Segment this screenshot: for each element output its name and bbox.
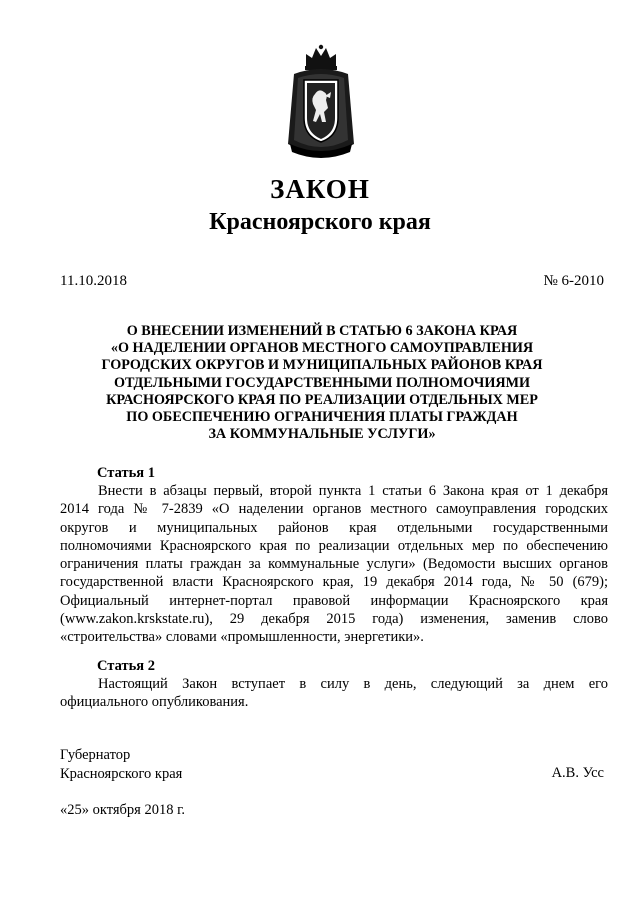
region-heading: Красноярского края xyxy=(209,209,431,235)
article-line: «строительства» словами «промышленности, энергетики». xyxy=(60,629,424,646)
article-line: ограничения платы граждан за коммунальные услуги» (Ведомости высших органов xyxy=(60,556,608,573)
law-number: № 6-2010 xyxy=(543,273,604,289)
article-line: Внести в абзацы первый, второй пункта 1 статьи 6 Закона края от 1 декабря xyxy=(98,483,608,499)
title-line: КРАСНОЯРСКОГО КРАЯ ПО РЕАЛИЗАЦИИ ОТДЕЛЬНЫХ МЕР xyxy=(106,391,538,408)
document-type-heading: ЗАКОН xyxy=(270,174,370,204)
article-2-heading: Статья 2 xyxy=(97,658,155,674)
title-line: О ВНЕСЕНИИ ИЗМЕНЕНИЙ В СТАТЬЮ 6 ЗАКОНА КРАЯ xyxy=(126,323,518,339)
article-line: полномочиями Красноярского края по реализации отдельных мер по обеспечению xyxy=(60,537,608,554)
law-title xyxy=(70,323,574,443)
coat-of-arms-emblem xyxy=(284,44,358,162)
title-line: ЗА КОММУНАЛЬНЫЕ УСЛУГИ» xyxy=(208,426,436,443)
article-line: Настоящий Закон вступает в силу в день, следующий за днем его xyxy=(98,676,608,692)
signer-position-line: Красноярского края xyxy=(60,765,183,782)
article-line: Официальный интернет-портал правовой информации Красноярского края xyxy=(60,592,608,609)
article-line: государственной власти Красноярского края, 19 декабря 2014 года, № 50 (679); xyxy=(60,574,608,591)
signer-name: А.В. Усс xyxy=(551,765,604,781)
article-line: 2014 года № 7-2839 «О наделении органов местного самоуправления городских xyxy=(60,501,608,518)
article-1-text xyxy=(60,482,608,647)
title-line: ОТДЕЛЬНЫМИ ГОСУДАРСТВЕННЫМИ ПОЛНОМОЧИЯМИ xyxy=(113,374,531,391)
article-line: официального опубликования. xyxy=(60,694,249,711)
article-line: округов и муниципальных районов края отдельными государственными xyxy=(60,519,608,536)
signer-position xyxy=(60,746,182,783)
law-date: 11.10.2018 xyxy=(60,273,127,289)
article-1-heading: Статья 1 xyxy=(97,465,155,481)
title-line: «О НАДЕЛЕНИИ ОРГАНОВ МЕСТНОГО САМОУПРАВЛЕНИЯ xyxy=(110,340,534,357)
title-line: ГОРОДСКИХ ОКРУГОВ И МУНИЦИПАЛЬНЫХ РАЙОНОВ КРАЯ xyxy=(101,357,543,374)
signer-position-line: Губернатор xyxy=(60,747,131,763)
title-line: ПО ОБЕСПЕЧЕНИЮ ОГРАНИЧЕНИЯ ПЛАТЫ ГРАЖДАН xyxy=(126,409,518,426)
signing-date: «25» октября 2018 г. xyxy=(60,802,186,818)
article-line: (www.zakon.krskstate.ru), 29 декабря 2015 года) изменения, заменив слово xyxy=(60,611,608,628)
article-2-text xyxy=(60,675,608,712)
